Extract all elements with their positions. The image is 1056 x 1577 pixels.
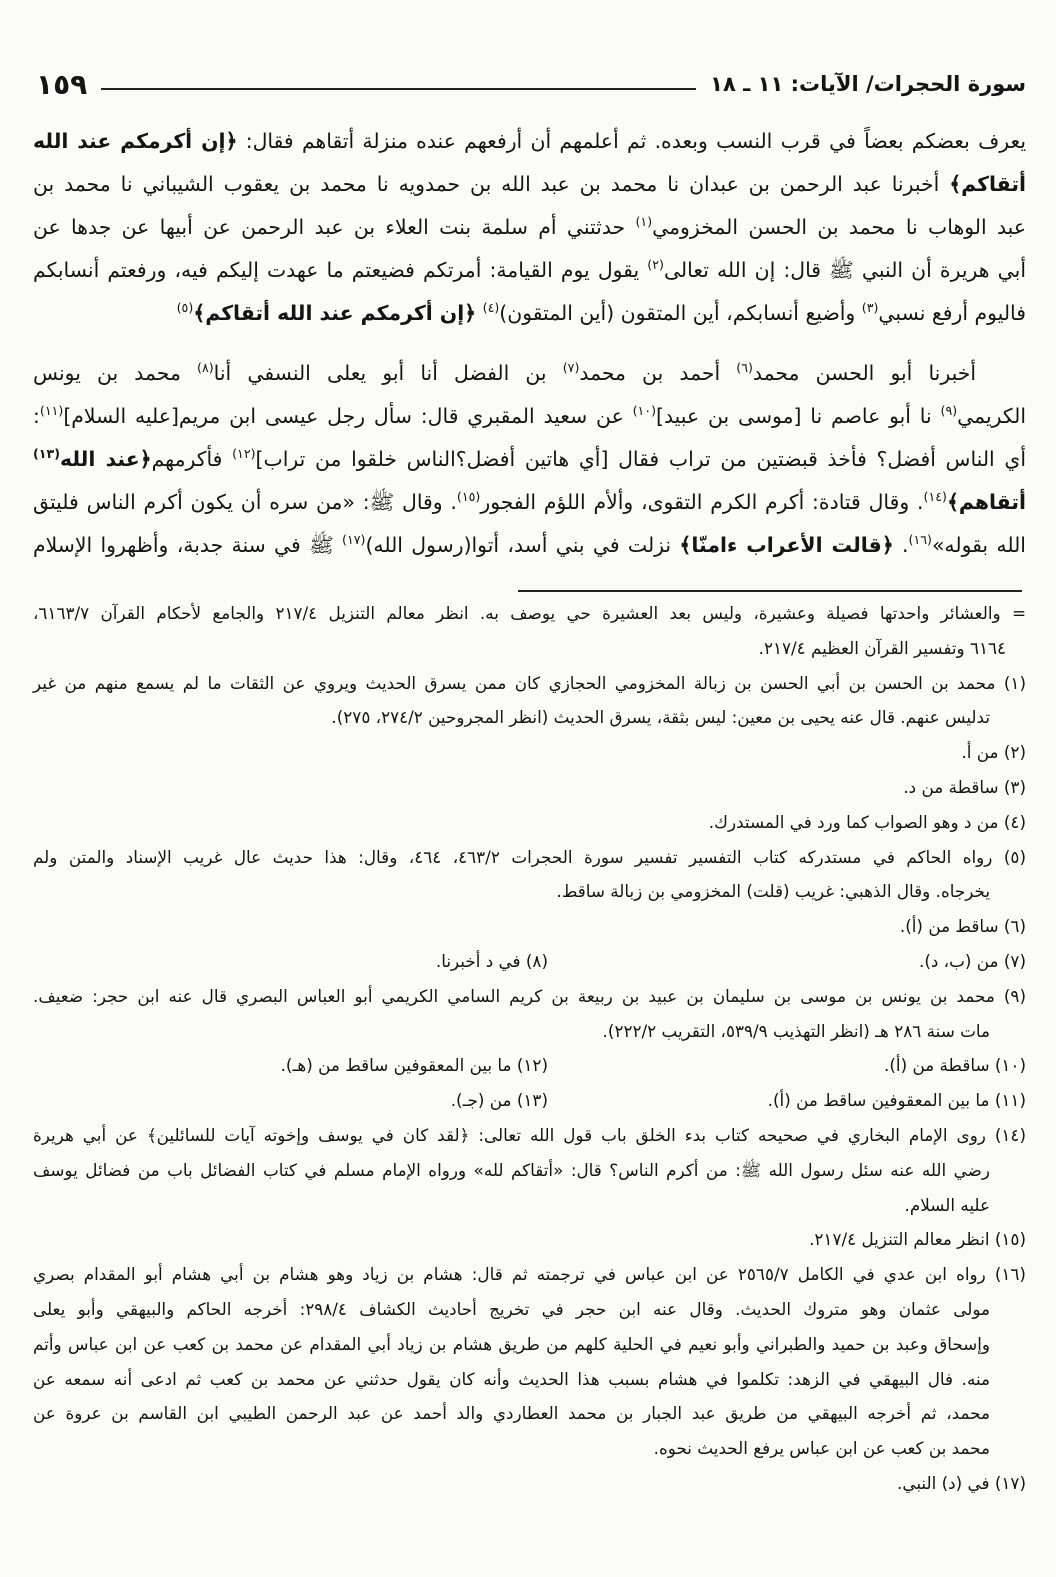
- main-text-line-content: [177, 301, 1026, 325]
- text-run: بن الفضل أنا أبو يعلى النسفي أنا: [213, 361, 563, 385]
- footnote-text: (١٧) في (د) النبي.: [897, 1472, 1026, 1493]
- footnote-text: وإسحاق وعبد بن حميد والطبراني وأبو نعيم في الحلية كلهم من طريق هشام بن زياد أبي المقدام عن محمد بن كعب عن ابن عباس وأتم: [33, 1333, 990, 1354]
- footnote-text: محمد بن كعب عن ابن عباس يرفع الحديث نحوه.: [653, 1438, 990, 1459]
- footnote-ref: (١٥): [456, 489, 481, 505]
- main-text-line-content: [33, 447, 1026, 471]
- footnote-ref: (١٢): [232, 446, 256, 462]
- text-run: نزلت في بني أسد، أتوا(رسول الله): [365, 533, 680, 557]
- footnote-text: مات سنة ٢٨٦ هـ (انظر التهذيب ٥٣٩/٩، التقريب ٢٢٢/٢).: [602, 1020, 990, 1041]
- quran-text: ﴿قالت الأعراب ءامنّا﴾: [679, 533, 894, 557]
- footnote-text: = والعشائر واحدتها فصيلة وعشيرة، وليس بعد العشيرة حي يوصف به. انظر معالم التنزيل ٢١٧/٤ والجامع لأحكام القرآن ٦١٦٣/٧،: [33, 603, 1026, 623]
- text-run: محمد بن يونس: [33, 361, 197, 385]
- main-text-line: [33, 249, 1026, 292]
- quran-text: أتقاكم﴾: [949, 172, 1026, 196]
- text-run: حدثتني أم سلمة بنت العلاء بن عبد الرحمن عن أبيها عن جدها عن: [33, 215, 636, 239]
- main-text-line: [33, 481, 1026, 524]
- footnote-ref: (١١): [39, 403, 64, 419]
- footnote-entry: [33, 805, 1026, 840]
- main-paragraph: [33, 120, 1026, 335]
- footnote-text: تدليس عنهم. قال عنه يحيى بن معين: ليس بثقة، يسرق الحديث (انظر المجروحين ٢٧٤/٢، ٢٧٥).: [331, 707, 990, 728]
- footnote-entry: [548, 1083, 1026, 1118]
- footnote-line: [33, 1327, 1026, 1362]
- footnote-line: [33, 735, 1026, 770]
- footnote-text: يخرجاه. وقال الذهبي: غريب (قلت) المخزومي بن زبالة ساقط.: [556, 881, 990, 902]
- footnote-ref: (١٠): [632, 403, 656, 419]
- footnote-entry: [33, 1466, 1026, 1501]
- footnote-entry: [33, 944, 548, 979]
- footnote-text: (٣) ساقطة من د.: [903, 776, 1026, 797]
- footnote-text: منه. فال البيهقي في الزهد: تكلموا في هشام بسبب هذا الحديث وأنه كان يقول حدثني عن محمد بن كعب ثم ادعى أنه سمعه عن: [33, 1368, 990, 1389]
- footnote-entry: [33, 1083, 548, 1118]
- footnote-ref: (٧): [562, 360, 580, 376]
- footnote-text: عليه السلام.: [904, 1194, 990, 1215]
- footnote-line: [33, 666, 1026, 701]
- main-text-line: [33, 206, 1026, 249]
- quran-text: ﴿إن أكرمكم عند الله: [33, 129, 238, 153]
- running-header: [36, 62, 1026, 106]
- footnote-line: [33, 1222, 1026, 1257]
- footnote-ref: (٥): [176, 300, 194, 316]
- footnote-row: [33, 1083, 1026, 1118]
- footnote-text: (٧) من (ب، د).: [918, 950, 1026, 971]
- main-text-line-content: [33, 215, 1026, 239]
- footnote-line: [33, 1362, 1026, 1397]
- footnote-entry: [548, 1048, 1026, 1083]
- footnote-ref: (١): [635, 214, 653, 230]
- main-text-line: [33, 292, 1026, 335]
- footnote-ref: (١٣): [33, 446, 60, 462]
- main-text-line-content: [33, 490, 1026, 514]
- footnote-line: [33, 1188, 1026, 1223]
- footnote-line: [33, 805, 1026, 840]
- footnote-entry: [33, 979, 1026, 1049]
- footnote-line: [33, 1118, 1026, 1153]
- main-text-line: [33, 524, 1026, 567]
- footnote-line: [33, 596, 1026, 631]
- main-text-line-content: [33, 258, 1026, 282]
- footnote-entry: [33, 1222, 1026, 1257]
- main-text-line: [33, 120, 1026, 163]
- footnote-line: [33, 631, 1026, 666]
- footnote-ref: (٩): [940, 403, 958, 419]
- surah-title: سورة الحجرات/ الآيات: ١١ ـ ١٨: [710, 72, 1026, 96]
- footnote-text: (٤) من د وهو الصواب كما ورد في المستدرك.: [708, 811, 1026, 832]
- main-text-line: [33, 438, 1026, 481]
- quran-text: ﴿عند الله: [59, 447, 152, 471]
- text-run: الله بقوله»: [931, 533, 1026, 557]
- footnote-ref: (٢): [647, 257, 664, 273]
- footnote-ref: (٦): [736, 360, 753, 376]
- page-number: ١٥٩: [36, 67, 88, 101]
- text-run: عن سعيد المقبري قال: سأل رجل عيسى ابن مريم[عليه السلام]: [63, 404, 633, 428]
- footnote-line: [33, 840, 1026, 875]
- footnote-row: [33, 944, 1026, 979]
- footnote-text: (١٢) ما بين المعقوفين ساقط من (هـ).: [280, 1055, 548, 1076]
- text-run: ﷺ في سنة جدبة، وأظهروا الإسلام: [33, 533, 343, 557]
- text-run: . وقال ﷺ: «من سره أن يكون أكرم الناس فليتق: [33, 490, 457, 514]
- footnote-entry: [33, 1257, 1026, 1466]
- footnotes: [33, 596, 1026, 1501]
- footnote-text: (١٥) انظر معالم التنزيل ٢١٧/٤.: [809, 1229, 1026, 1250]
- footnote-line: [33, 1431, 1026, 1466]
- footnote-text: (٥) رواه الحاكم في مستدركه كتاب التفسير تفسير سورة الحجرات ٤٦٣/٢، ٤٦٤، وقال: هذا حديث عال غريب الإسناد والمتن ولم: [33, 846, 1026, 867]
- footnote-text: (٦) ساقط من (أ).: [899, 916, 1026, 937]
- footnote-row: [33, 1048, 1026, 1083]
- footnote-line: [33, 1257, 1026, 1292]
- text-run: نا أبو عاصم نا [موسى بن عبيد]: [656, 404, 941, 428]
- quran-text: ﴿إن أكرمكم عند الله أتقاكم﴾: [193, 301, 477, 325]
- footnote-text: محمد، ثم أخرجه البيهقي من طريق عبد الجبار بن محمد العطاردي والد أحمد عن عبد الرحمن الطيبي ابن القاسم بن عروة عن: [33, 1403, 990, 1424]
- text-run: أحمد بن محمد: [579, 361, 737, 385]
- footnote-line: [33, 979, 1026, 1014]
- footnote-entry: [33, 1048, 548, 1083]
- text-run: يعرف بعضكم بعضاً في قرب النسب وبعده. ثم أعلمهم أن أرفعهم عنده منزلة أتقاهم فقال:: [237, 129, 1026, 153]
- footnote-ref: (٤): [482, 300, 500, 316]
- footnote-text: (٢) من أ.: [961, 742, 1026, 763]
- footnote-line: [33, 874, 1026, 909]
- text-run: أخبرنا أبو الحسن محمد: [752, 361, 977, 385]
- footnote-ref: (١٤): [923, 489, 947, 505]
- main-text-line-content: [33, 361, 976, 385]
- footnote-line: [33, 1014, 1026, 1049]
- footnote-text: ٦١٦٤ وتفسير القرآن العظيم ٢١٧/٤.: [758, 637, 1006, 658]
- footnote-text: (١٣) من (جـ).: [450, 1090, 548, 1111]
- text-run: يقول يوم القيامة: أمرتكم فضيعتم ما عهدت إليكم فيه، ورفعتم أنسابكم: [33, 258, 648, 282]
- text-run: عبد الوهاب نا محمد بن الحسن المخزومي: [652, 215, 1026, 239]
- main-text-line: [33, 163, 1026, 206]
- footnote-entry: [33, 840, 1026, 910]
- main-paragraph: [33, 352, 1026, 567]
- main-text-line: [33, 395, 1026, 438]
- footnote-entry: [33, 909, 1026, 944]
- footnote-text: (١٠) ساقطة من (أ).: [884, 1055, 1026, 1076]
- footnote-text: (١١) ما بين المعقوفين ساقط من (أ).: [767, 1090, 1026, 1111]
- text-run: أبي هريرة أن النبي ﷺ قال: إن الله تعالى: [663, 258, 1026, 282]
- footnote-text: (١) محمد بن الحسن بن أبي الحسن بن زبالة المخزومي الحجازي كان ممن يسرق الحديث ويروي عن الثقات ما لم يسمع منهم من غير: [33, 672, 1026, 693]
- text-run: فاليوم أرفع نسبي: [878, 301, 1026, 325]
- footnote-line: [33, 770, 1026, 805]
- footnote-entry: [33, 735, 1026, 770]
- text-run: الكريمي: [957, 404, 1027, 428]
- main-text: [33, 120, 1026, 567]
- main-text-line-content: [33, 404, 1026, 428]
- text-run: . وقال قتادة: أكرم الكرم التقوى، وألأم اللؤم الفجور: [480, 490, 924, 514]
- footnote-ref: (٣): [861, 300, 879, 316]
- text-run: :: [33, 404, 40, 428]
- footnote-text: مولى عثمان وهو متروك الحديث. وقال عنه ابن حجر في تخريج أحاديث الكشاف ٢٩٨/٤: أخرجه الحاكم والبيهقي وأبو يعلى: [33, 1298, 990, 1319]
- text-run: فأكرمهم: [151, 447, 233, 471]
- footnote-ref: (١٧): [342, 532, 366, 548]
- footnote-line: [33, 1292, 1026, 1327]
- footnote-entry: [33, 770, 1026, 805]
- footnote-entry: [548, 944, 1026, 979]
- footnote-line: [33, 700, 1026, 735]
- footnote-entry: [33, 1118, 1026, 1222]
- main-text-line-content: [33, 533, 1026, 557]
- footnote-text: (١٦) رواه ابن عدي في الكامل ٢٥٦٥/٧ عن ابن عباس في ترجمته ثم قال: هشام بن زياد وهو هشام بن أبي هشام أبو المقدام بصري: [33, 1264, 1026, 1285]
- footnote-entry: [33, 666, 1026, 736]
- footnote-ref: (٨): [197, 360, 214, 376]
- footnote-text: رضي الله عنه سئل رسول الله ﷺ: من أكرم الناس؟ قال: «أتقاكم لله» ورواه الإمام مسلم في كتاب الفضائل باب من فضائل يوسف: [33, 1159, 990, 1180]
- footnote-line: [33, 1153, 1026, 1188]
- text-run: .: [893, 533, 909, 557]
- footnote-ref: (١٦): [908, 532, 932, 548]
- text-run: أخبرنا عبد الرحمن بن عبدان نا محمد بن عبد الله بن حمدويه نا محمد بن يعقوب الشيباني نا محمد بن: [33, 172, 950, 196]
- text-run: أي الناس أفضل؟ فأخذ قبضتين من تراب فقال [أي هاتين أفضل؟الناس خلقوا من تراب]: [255, 447, 1026, 471]
- header-rule: [101, 88, 696, 90]
- footnote-line: [33, 1396, 1026, 1431]
- footnote-separator: [518, 590, 1022, 592]
- main-text-line: [33, 352, 1026, 395]
- text-run: وأضيع أنسابكم، أين المتقون (أين المتقون): [499, 301, 862, 325]
- footnote-text: (٩) محمد بن يونس بن موسى بن سليمان بن عبيد بن ربيعة بن كريم السامي الكريمي أبو العباس البصري قال عنه ابن حجر: ضعيف.: [33, 985, 1026, 1006]
- quran-text: أتقاهم﴾: [946, 490, 1026, 514]
- footnote-text: (١٤) روى الإمام البخاري في صحيحه كتاب بدء الخلق باب قول الله تعالى: ﴿لقد كان في يوسف وإخوته آيات للسائلين﴾ عن أبي هريرة: [33, 1124, 1026, 1145]
- footnote-line: [33, 1466, 1026, 1501]
- main-text-line-content: [33, 172, 1026, 196]
- footnote-line: [33, 909, 1026, 944]
- footnote-text: (٨) في د أخبرنا.: [435, 950, 548, 971]
- main-text-line-content: [33, 129, 1026, 153]
- footnote-entry: [33, 596, 1026, 666]
